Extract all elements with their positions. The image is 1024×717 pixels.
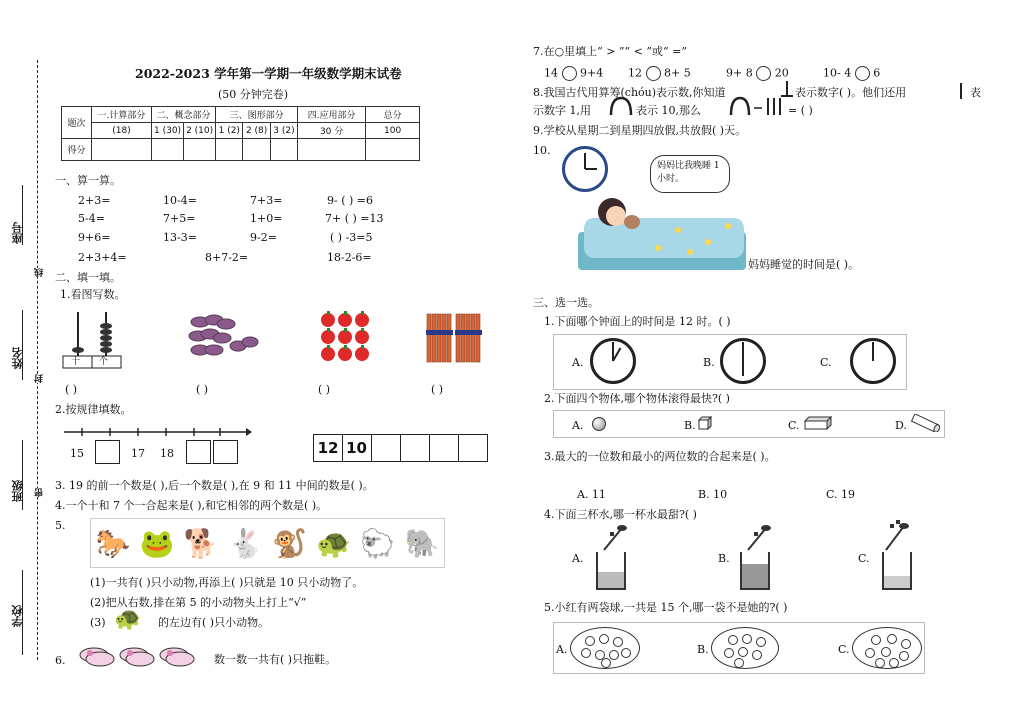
- option-a[interactable]: A. 11: [577, 488, 606, 501]
- compare-item: [544, 66, 603, 81]
- question-2-8-part-f: = ( ): [788, 104, 813, 117]
- abacus-ones-label: 个: [99, 357, 109, 367]
- question-2-9: 9.学校从星期二到星期四放假,共放假( )天。: [533, 124, 747, 137]
- binding-dashed-line: [37, 60, 38, 660]
- answer-blank[interactable]: ( ): [431, 383, 444, 396]
- compare-circle[interactable]: [562, 66, 577, 81]
- monkey-icon[interactable]: 🐒: [272, 526, 307, 560]
- question-3-5: 5.小红有两袋球,一共是 15 个,哪一袋不是她的?( ): [544, 601, 788, 614]
- score-header-cell: 四.应用部分: [298, 107, 366, 123]
- score-points-cell: 2 (8): [243, 123, 270, 139]
- sequence-value: 15: [70, 447, 84, 460]
- spoon-sugar-icon: [600, 522, 628, 552]
- ball-icon[interactable]: [592, 417, 606, 431]
- calc-item: 2+3+4=: [78, 251, 127, 264]
- sequence-blank[interactable]: [429, 434, 459, 462]
- question-2-8-part-b: 表示数字( )。他们还用: [795, 86, 907, 99]
- wall-clock-icon: [562, 146, 608, 192]
- clock-a-icon[interactable]: [590, 338, 636, 384]
- option-label: A.: [572, 552, 584, 565]
- question-2-6: 6.: [55, 654, 66, 667]
- seat-number-label: 座号: [11, 222, 24, 244]
- compare-right: 20: [774, 66, 789, 80]
- sequence-blank[interactable]: [95, 440, 120, 464]
- sequence-value: 17: [131, 447, 145, 460]
- score-blank-cell[interactable]: [184, 139, 216, 161]
- score-blank-cell[interactable]: [92, 139, 152, 161]
- spoon-sugar-icon: [744, 522, 772, 552]
- score-points-cell: 2 (10): [184, 123, 216, 139]
- calc-item: 13-3=: [163, 231, 197, 244]
- question-2-4: 4.一个十和 7 个一合起来是( ),和它相邻的两个数是( )。: [55, 499, 328, 512]
- counting-rod-ten-icon: [608, 96, 634, 116]
- calc-item: 9+6=: [78, 231, 111, 244]
- calc-item: 2+3=: [78, 194, 111, 207]
- compare-left: 10- 4: [823, 66, 852, 80]
- score-points-cell: 30 分: [298, 123, 366, 139]
- question-3-2: 2.下面四个物体,哪个物体滚得最快?( ): [544, 392, 730, 405]
- bag-c[interactable]: [852, 627, 922, 669]
- question-2-8-part-d: 示数字 1,用: [533, 104, 591, 117]
- sequence-blank[interactable]: [371, 434, 401, 462]
- question-2-10-answer: 妈妈睡觉的时间是( )。: [748, 258, 860, 271]
- slippers-image: [78, 640, 203, 670]
- question-2-6-text: 数一数一共有( )只拖鞋。: [214, 653, 337, 666]
- cuboid-icon[interactable]: [803, 416, 833, 430]
- score-blank-cell[interactable]: [366, 139, 420, 161]
- question-2-5-1: (1)一共有( )只小动物,再添上( )只就是 10 只小动物了。: [90, 576, 364, 589]
- option-label: A.: [556, 643, 568, 656]
- score-points-cell: (18): [92, 123, 152, 139]
- question-3-1: 1.下面哪个钟面上的时间是 12 时。( ): [544, 315, 731, 328]
- abacus-image: [60, 308, 126, 370]
- abacus-tens-label: 十: [71, 357, 81, 367]
- question-2-7: 7.在○里填上“ > ”“ < ”或“ =”: [533, 45, 687, 58]
- question-2-5: 5.: [55, 519, 66, 532]
- compare-left: 9+ 8: [726, 66, 753, 80]
- compare-right: 6: [873, 66, 881, 80]
- question-2-5-3: 的左边有( )只小动物。: [158, 616, 270, 629]
- apples-image: [318, 310, 378, 366]
- spoon-sugar-icon: [880, 518, 914, 552]
- option-label: C.: [838, 643, 850, 656]
- option-b[interactable]: B. 10: [698, 488, 728, 501]
- sequence-blank[interactable]: [400, 434, 430, 462]
- compare-right: 9+4: [580, 66, 604, 80]
- score-blank-cell[interactable]: [216, 139, 243, 161]
- sleeping-girl-image: [578, 190, 748, 272]
- question-2-3: 3. 19 的前一个数是( ),后一个数是( ),在 9 和 11 中间的数是( )。: [55, 479, 374, 492]
- compare-circle[interactable]: [855, 66, 870, 81]
- dog-icon[interactable]: 🐕: [183, 526, 219, 560]
- section-2-heading: 二、填一填。: [55, 271, 121, 284]
- score-points-cell: 3 (2): [270, 123, 297, 139]
- school-label: 学校: [11, 605, 24, 627]
- name-label: 姓名: [11, 347, 24, 369]
- calc-item: ( ) -3=5: [330, 231, 373, 244]
- seal-mark: 封: [35, 374, 45, 383]
- bag-b[interactable]: [711, 627, 779, 669]
- turtle-icon: 🐢: [114, 607, 142, 632]
- stick-bundles-image: [425, 312, 483, 364]
- question-3-3: 3.最大的一位数和最小的两位数的合起来是( )。: [544, 450, 776, 463]
- calc-item: 7+3=: [250, 194, 283, 207]
- calc-item: 9- ( ) =6: [327, 194, 374, 207]
- score-blank-cell[interactable]: [298, 139, 366, 161]
- sheep-icon[interactable]: 🐑: [360, 526, 396, 560]
- beaker-b-icon[interactable]: [740, 552, 770, 590]
- score-header-cell: 一.计算部分: [92, 107, 152, 123]
- score-row-label: 得分: [62, 139, 92, 161]
- option-label: B.: [718, 552, 730, 565]
- number-line: [62, 426, 252, 438]
- calc-item: 10-4=: [163, 194, 197, 207]
- clock-c-icon[interactable]: [850, 338, 896, 384]
- secret-mark: 密: [35, 488, 45, 497]
- option-label: C.: [858, 552, 870, 565]
- option-label: B.: [697, 643, 709, 656]
- sequence-value: 18: [160, 447, 174, 460]
- bag-a[interactable]: [570, 627, 640, 669]
- score-blank-cell[interactable]: [152, 139, 184, 161]
- calc-item: 8+7-2=: [205, 251, 249, 264]
- question-2-8-part-e: 表示 10,那么: [636, 104, 701, 117]
- score-points-cell: 1 (30): [152, 123, 184, 139]
- score-header-cell: 题次: [62, 107, 92, 139]
- option-c[interactable]: C. 19: [826, 488, 856, 501]
- option-label: C.: [820, 356, 832, 369]
- compare-item: [823, 66, 880, 81]
- question-2-8-part-a: 8.我国古代用算筹(chóu)表示数,你知道: [533, 86, 726, 99]
- animals-row: [90, 518, 445, 568]
- answer-blank[interactable]: ( ): [65, 383, 78, 396]
- option-label: C.: [788, 419, 800, 432]
- turtle-icon[interactable]: 🐢: [316, 526, 352, 560]
- section-1-heading: 一、算一算。: [55, 174, 121, 187]
- score-header-cell: 三、图形部分: [216, 107, 298, 123]
- horse-icon[interactable]: 🐎: [95, 526, 131, 560]
- section-3-heading: 三、选一选。: [533, 296, 599, 309]
- name-underline: [22, 310, 23, 380]
- compare-circle[interactable]: [756, 66, 771, 81]
- compare-left: 14: [544, 66, 558, 80]
- question-2-8-part-c: 表: [970, 86, 981, 99]
- question-2-5-2: (2)把从右数,排在第 5 的小动物头上打上“√”: [90, 596, 307, 609]
- exam-title: 2022-2023 学年第一学期一年级数学期末试卷: [135, 66, 402, 81]
- question-3-4: 4.下面三杯水,哪一杯水最甜?( ): [544, 508, 697, 521]
- calc-item: 7+5=: [163, 212, 196, 225]
- compare-circle[interactable]: [646, 66, 661, 81]
- clock-b-icon[interactable]: [720, 338, 766, 384]
- score-points-cell: 1 (2): [216, 123, 243, 139]
- cube-icon[interactable]: [697, 415, 713, 431]
- beaker-c-icon[interactable]: [882, 552, 912, 590]
- speech-bubble: 妈妈比我晚睡 1 小时。: [650, 155, 730, 193]
- score-points-cell: 100: [366, 123, 420, 139]
- question-2-5-3-prefix: (3): [90, 616, 106, 629]
- frog-icon[interactable]: 🐸: [139, 526, 175, 560]
- score-blank-cell[interactable]: [243, 139, 270, 161]
- question-2-10: 10.: [533, 144, 551, 157]
- calc-item: 1+0=: [250, 212, 283, 225]
- calc-item: 9-2=: [250, 231, 277, 244]
- question-2-2: 2.按规律填数。: [55, 403, 132, 416]
- answer-blank[interactable]: ( ): [196, 383, 209, 396]
- option-label: B.: [684, 419, 696, 432]
- bread-image: [186, 312, 262, 362]
- sequence-value-box: 10: [342, 434, 372, 462]
- score-blank-cell[interactable]: [270, 139, 297, 161]
- sequence-blank[interactable]: [213, 440, 238, 464]
- compare-right: 8+ 5: [664, 66, 691, 80]
- option-label: A.: [572, 419, 584, 432]
- score-header-cell: 二、概念部分: [152, 107, 216, 123]
- cylinder-icon[interactable]: [908, 414, 942, 432]
- option-label: A.: [572, 356, 584, 369]
- exam-duration: (50 分钟完卷): [218, 88, 289, 101]
- calc-item: 5-4=: [78, 212, 105, 225]
- compare-item: [628, 66, 691, 81]
- compare-item: [726, 66, 789, 81]
- calc-item: 7+ ( ) =13: [325, 212, 384, 225]
- rabbit-icon[interactable]: 🐇: [228, 526, 263, 560]
- compare-left: 12: [628, 66, 642, 80]
- answer-blank[interactable]: ( ): [318, 383, 331, 396]
- counting-rod-one-icon: [958, 82, 964, 100]
- score-table: [61, 106, 420, 161]
- sequence-blank[interactable]: [186, 440, 211, 464]
- option-label: D.: [895, 419, 907, 432]
- calc-item: 18-2-6=: [327, 251, 372, 264]
- objects-panel: [553, 410, 945, 438]
- question-2-1: 1.看图写数。: [60, 288, 126, 301]
- option-label: B.: [703, 356, 715, 369]
- sequence-blank[interactable]: [458, 434, 488, 462]
- elephant-icon[interactable]: 🐘: [404, 526, 440, 560]
- class-label: 班级: [11, 480, 24, 502]
- score-header-cell: 总分: [366, 107, 420, 123]
- beaker-a-icon[interactable]: [596, 552, 626, 590]
- sequence-value-box: 12: [313, 434, 343, 462]
- seal-line-mark: 线: [35, 268, 45, 277]
- counting-rod-expression-icon: [728, 96, 786, 116]
